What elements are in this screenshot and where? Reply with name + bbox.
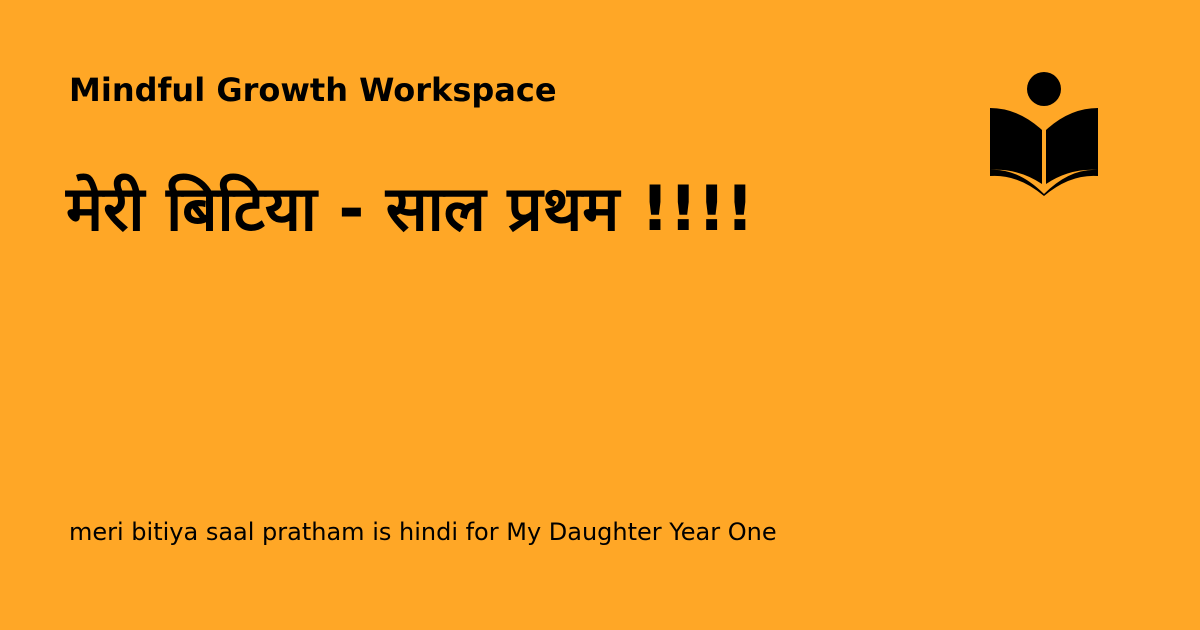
page-description: meri bitiya saal pratham is hindi for My Daughter Year One — [69, 518, 777, 546]
workspace-name: Mindful Growth Workspace — [69, 71, 557, 109]
reader-book-icon — [988, 72, 1100, 196]
page-title: मेरी बिटिया - साल प्रथम !!!! — [66, 172, 755, 245]
